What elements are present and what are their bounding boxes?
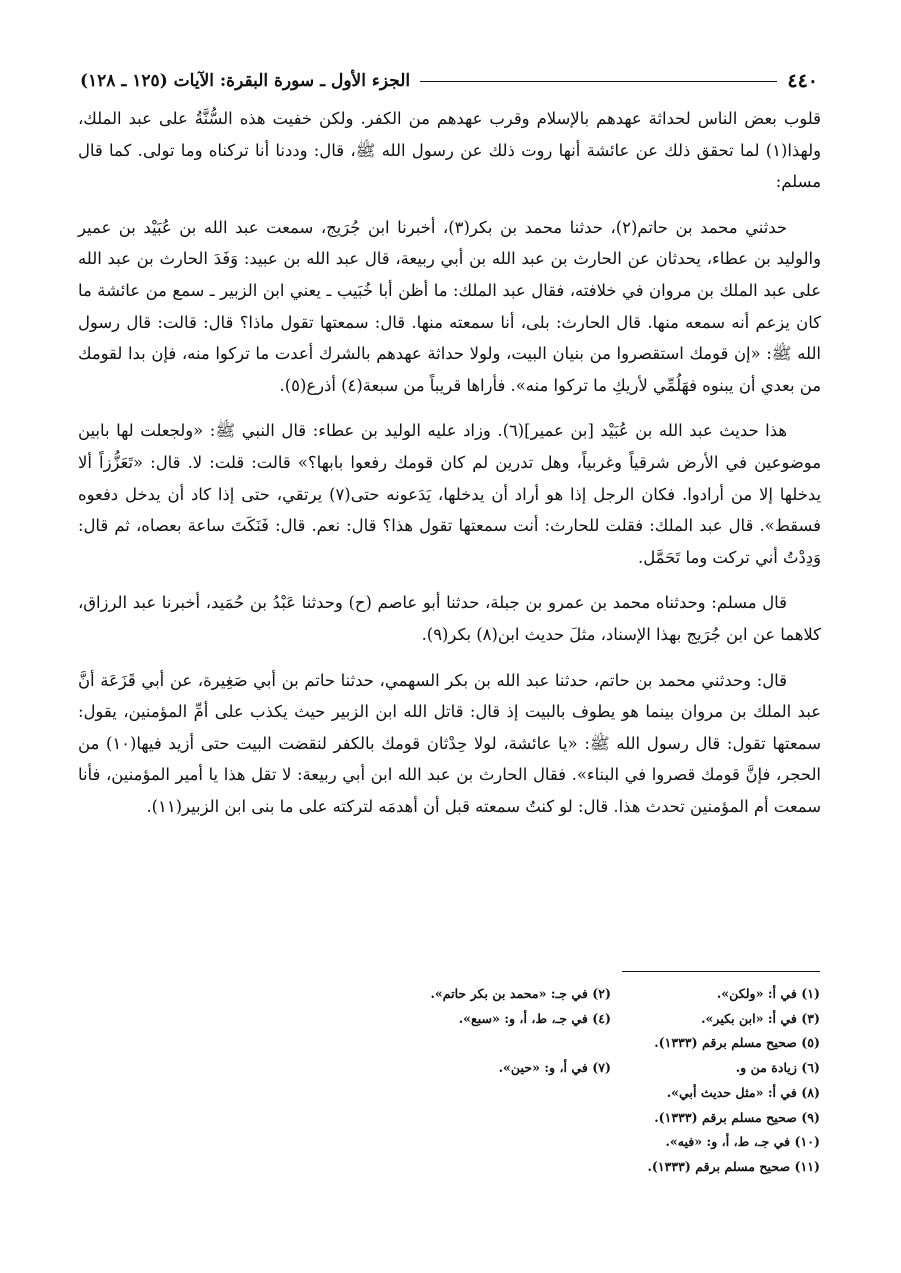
main-text bbox=[78, 103, 821, 836]
footnote-row bbox=[300, 1056, 820, 1081]
paragraph-2: حدثني محمد بن حاتم(٢)، حدثنا محمد بن بكر(٣)، أخبرنا ابن جُرَيج، سمعت عبد الله بن عُبَيْد بن عمير والوليد بن عطاء، يحدثان عن الحارث بن عبد الله بن أبي ربيعة، قال عبد الله بن عبيد: وَفَدَ الحارث بن عبد الله على عبد الملك بن مروان في خلافته، فقال عبد الملك: ما أظن أبا خُبَيب ـ يعني ابن الزبير ـ سمع من عائشة ما كان يزعم أنه سمعه منها. قال الحارث: بلى، أنا سمعته منها. قال: سمعتها تقول ماذا؟ قال: قالت: قال رسول الله ﷺ: «إن قومك استقصروا من بنيان البيت، ولولا حداثة عهدهم بالشرك أعدت ما تركوا منه، فإن بدا لقومك من بعدي أن يبنوه فهَلُمِّي لأريكِ ما تركوا منه». فأراها قريباً من سبعة(٤) أذرع(٥). bbox=[78, 217, 821, 395]
paragraph-5: قال: وحدثني محمد بن حاتم، حدثنا عبد الله بن بكر السهمي، حدثنا حاتم بن أبي صَغِيرة، عن أبي قَزَعَة أنَّ عبد الملك بن مروان بينما هو يطوف بالبيت إذ قال: قاتل الله ابن الزبير حيث يكذب على أمِّ المؤمنين، يقول: سمعتها تقول: قال رسول الله ﷺ: «يا عائشة، لولا حِدْثان قومك بالكفر لنقضت البيت حتى أزيد فيها(١٠) من الحجر، فإنَّ قومك قصروا في البناء». فقال الحارث بن عبد الله ابن أبي ربيعة: لا تقل هذا يا أمير المؤمنين، فأنا سمعت أم المؤمنين تحدث هذا. قال: لو كنتُ سمعته قبل أن أهدمَه لتركته على ما بنى ابن الزبير(١١). bbox=[78, 670, 821, 816]
footnote-7: (٧) في أ، و: «حين». bbox=[498, 1060, 611, 1076]
footnote-separator bbox=[622, 971, 820, 972]
footnote-row bbox=[300, 982, 820, 1007]
footnote-3: (٣) في أ: «ابن بكير». bbox=[701, 1010, 820, 1026]
footnote-8: (٨) في أ: «مثل حديث أبي». bbox=[666, 1084, 820, 1100]
footnote-5: (٥) صحيح مسلم برقم (١٣٣٣). bbox=[654, 1035, 820, 1051]
page-header bbox=[80, 66, 818, 96]
running-title: الجزء الأول ـ سورة البقرة: الآيات (١٢٥ ـ ١٢٨) bbox=[80, 71, 411, 91]
paragraph-1: قلوب بعض الناس لحداثة عهدهم بالإسلام وقرب عهدهم من الكفر. ولكن خفيت هذه السُّنَّةُ على عبد الملك، ولهذا(١) لما تحقق ذلك عن عائشة أنها روت ذلك عن رسول الله ﷺ، قال: وددنا أنا تركناه وما تولى. كما قال مسلم: bbox=[78, 109, 821, 192]
footnote-11: (١١) صحيح مسلم برقم (١٣٣٣). bbox=[647, 1158, 820, 1174]
footnote-9: (٩) صحيح مسلم برقم (١٣٣٣). bbox=[654, 1109, 820, 1125]
footnote-10: (١٠) في جـ، ط، أ، و: «فيه». bbox=[665, 1134, 820, 1150]
footnote-6: (٦) زيادة من و. bbox=[735, 1060, 820, 1076]
page-number: ٤٤٠ bbox=[787, 70, 818, 92]
footnote-4: (٤) في جـ، ط، أ، و: «سبع». bbox=[458, 1010, 611, 1026]
paragraph-3: هذا حديث عبد الله بن عُبَيْد [بن عمير](٦). وزاد عليه الوليد بن عطاء: قال النبي ﷺ: «ولجعلت لها بابين موضوعين في الأرض شرقياً وغربياً، وهل تدرين لم كان قومك رفعوا بابها؟» قالت: قلت: لا. قال: «تَعَزُّزاً ألا يدخلها إلا من أرادوا. فكان الرجل إذا هو أراد أن يدخلها، يَدَعونه حتى(٧) يرتقي، حتى إذا كاد أن يدخل دفعوه فسقط». قال عبد الملك: فقلت للحارث: أنت سمعتها تقول هذا؟ قال: نعم. قال: فَنَكَتَ ساعة بعصاه، ثم قال: وَدِدْتُ أني تركت وما تَحَمَّل. bbox=[78, 421, 821, 567]
header-rule bbox=[420, 81, 777, 82]
footnote-row bbox=[300, 1007, 820, 1032]
footnote-2: (٢) في جـ: «محمد بن بكر حاتم». bbox=[430, 986, 611, 1001]
footnotes bbox=[300, 982, 820, 1180]
paragraph-4: قال مسلم: وحدثناه محمد بن عمرو بن جبلة، حدثنا أبو عاصم (ح) وحدثنا عَبْدُ بن حُمَيد، أخبرنا عبد الرزاق، كلاهما عن ابن جُرَيج بهذا الإسناد، مثلَ حديث ابن(٨) بكر(٩). bbox=[78, 593, 821, 644]
footnote-1: (١) في أ: «ولكن». bbox=[716, 986, 820, 1001]
